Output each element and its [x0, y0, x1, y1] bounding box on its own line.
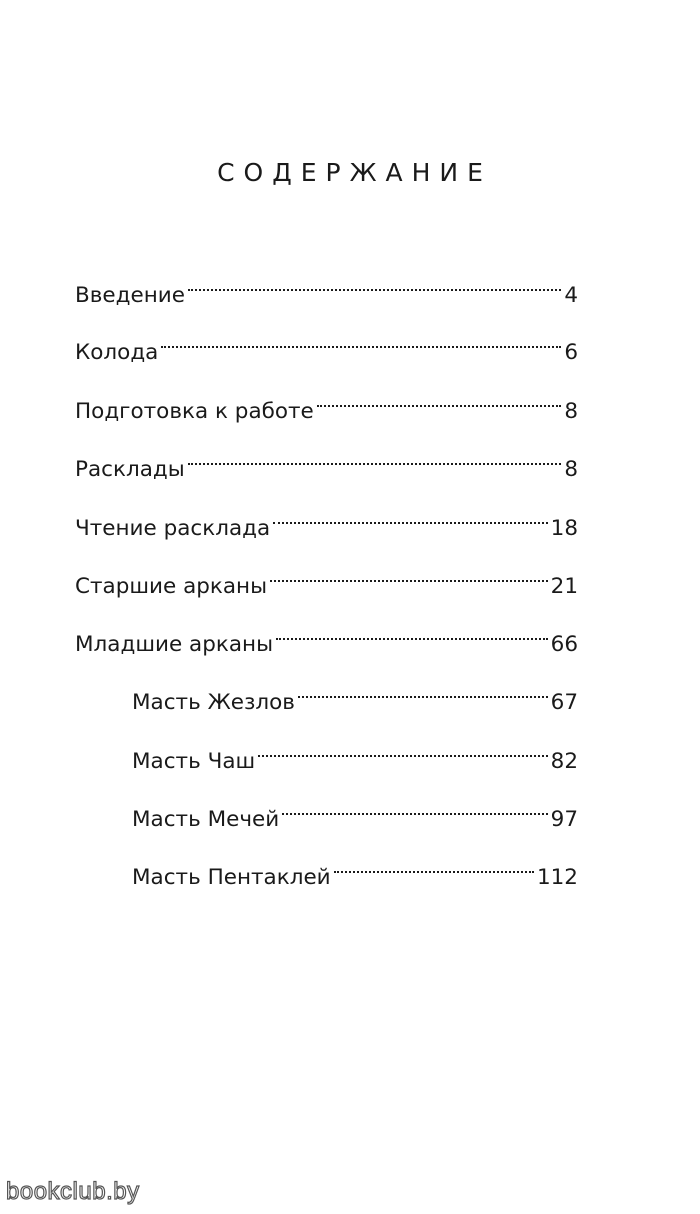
- dot-leader: [282, 786, 547, 826]
- toc-entry-suit-swords[interactable]: [132, 786, 578, 832]
- dot-leader: [334, 844, 534, 884]
- dot-leader: [270, 553, 548, 593]
- toc-entry-minor-arcana[interactable]: [75, 611, 578, 657]
- toc-entry-page: 8: [564, 399, 578, 424]
- page-title: СОДЕРЖАНИЕ: [217, 158, 492, 187]
- toc-entry-label: Старшие арканы: [75, 574, 268, 599]
- toc-entry-introduction[interactable]: [75, 262, 578, 308]
- toc-entry-label: Введение: [75, 283, 185, 308]
- dot-leader: [273, 495, 547, 535]
- toc-entry-label: Масть Чаш: [132, 749, 256, 774]
- toc-entry-preparation[interactable]: [75, 378, 578, 424]
- toc-entry-suit-cups[interactable]: [132, 728, 578, 774]
- toc-entry-major-arcana[interactable]: [75, 553, 578, 599]
- toc-entry-label: Масть Пентаклей: [132, 865, 331, 890]
- toc-entry-page: 6: [564, 340, 578, 365]
- toc-entry-page: 112: [536, 865, 578, 890]
- dot-leader: [161, 319, 561, 359]
- toc-entry-page: 66: [550, 632, 578, 657]
- dot-leader: [188, 436, 562, 476]
- toc-entry-label: Масть Мечей: [132, 807, 280, 832]
- toc-entry-label: Масть Жезлов: [132, 690, 295, 715]
- toc-entry-label: Расклады: [75, 457, 185, 482]
- toc-entry-deck[interactable]: [75, 319, 578, 365]
- toc-entry-reading[interactable]: [75, 495, 578, 541]
- toc-entry-label: Колода: [75, 340, 159, 365]
- toc-entry-spreads[interactable]: [75, 436, 578, 482]
- toc-entry-label: Чтение расклада: [75, 516, 271, 541]
- toc-entry-suit-pentacles[interactable]: [132, 844, 578, 890]
- watermark: bookclub.by: [6, 1178, 140, 1205]
- toc-entry-label: Младшие арканы: [75, 632, 274, 657]
- toc-entry-page: 97: [550, 807, 578, 832]
- toc-entry-page: 18: [550, 516, 578, 541]
- dot-leader: [188, 262, 561, 302]
- toc-entry-page: 21: [550, 574, 578, 599]
- toc-entry-page: 82: [550, 749, 578, 774]
- toc-entry-label: Подготовка к работе: [75, 399, 314, 424]
- toc-entry-suit-wands[interactable]: [132, 669, 578, 715]
- toc-entry-page: 4: [564, 283, 578, 308]
- toc-entry-page: 67: [550, 690, 578, 715]
- dot-leader: [298, 669, 548, 709]
- dot-leader: [317, 378, 562, 418]
- toc-entry-page: 8: [564, 457, 578, 482]
- dot-leader: [258, 728, 547, 768]
- dot-leader: [276, 611, 548, 651]
